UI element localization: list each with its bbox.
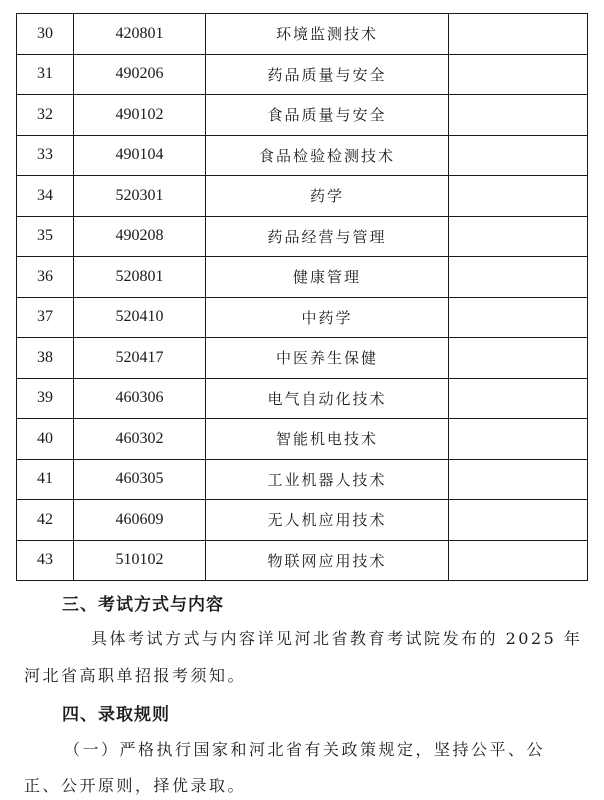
row-number-cell: 42 <box>17 500 74 541</box>
table-row <box>17 135 588 176</box>
major-code-cell: 490102 <box>74 95 206 136</box>
table-row <box>17 459 588 500</box>
remarks-cell <box>449 95 588 136</box>
section-3-heading: 三、考试方式与内容 <box>62 595 224 615</box>
table-row <box>17 500 588 541</box>
table-row <box>17 14 588 55</box>
table-row <box>17 176 588 217</box>
row-number-cell: 35 <box>17 216 74 257</box>
major-code-cell: 490208 <box>74 216 206 257</box>
section-4-paragraph-line-2: 正、公开原则，择优录取。 <box>24 776 247 795</box>
major-code-cell: 460609 <box>74 500 206 541</box>
section-3-paragraph-line-2: 河北省高职单招报考须知。 <box>24 666 247 685</box>
major-code-cell: 460305 <box>74 459 206 500</box>
table-row <box>17 540 588 581</box>
major-name-cell: 食品质量与安全 <box>206 95 449 136</box>
row-number-cell: 32 <box>17 95 74 136</box>
row-number-cell: 33 <box>17 135 74 176</box>
table-row <box>17 95 588 136</box>
remarks-cell <box>449 54 588 95</box>
major-name-cell: 健康管理 <box>206 257 449 298</box>
remarks-cell <box>449 459 588 500</box>
major-name-cell: 电气自动化技术 <box>206 378 449 419</box>
table-row <box>17 257 588 298</box>
major-code-cell: 520301 <box>74 176 206 217</box>
major-code-cell: 490206 <box>74 54 206 95</box>
majors-table-body <box>17 14 588 581</box>
table-row <box>17 54 588 95</box>
major-code-cell: 490104 <box>74 135 206 176</box>
major-name-cell: 食品检验检测技术 <box>206 135 449 176</box>
row-number-cell: 38 <box>17 338 74 379</box>
remarks-cell <box>449 378 588 419</box>
major-code-cell: 420801 <box>74 14 206 55</box>
remarks-cell <box>449 338 588 379</box>
table-row <box>17 378 588 419</box>
remarks-cell <box>449 257 588 298</box>
major-name-cell: 环境监测技术 <box>206 14 449 55</box>
row-number-cell: 31 <box>17 54 74 95</box>
major-name-cell: 智能机电技术 <box>206 419 449 460</box>
section-4-paragraph-line-1: （一）严格执行国家和河北省有关政策规定，坚持公平、公 <box>64 740 546 759</box>
row-number-cell: 41 <box>17 459 74 500</box>
table-row <box>17 216 588 257</box>
row-number-cell: 36 <box>17 257 74 298</box>
row-number-cell: 37 <box>17 297 74 338</box>
major-name-cell: 中药学 <box>206 297 449 338</box>
row-number-cell: 43 <box>17 540 74 581</box>
remarks-cell <box>449 176 588 217</box>
major-code-cell: 520417 <box>74 338 206 379</box>
row-number-cell: 34 <box>17 176 74 217</box>
remarks-cell <box>449 216 588 257</box>
row-number-cell: 30 <box>17 14 74 55</box>
major-name-cell: 物联网应用技术 <box>206 540 449 581</box>
major-code-cell: 520410 <box>74 297 206 338</box>
row-number-cell: 40 <box>17 419 74 460</box>
table-row <box>17 297 588 338</box>
major-name-cell: 中医养生保健 <box>206 338 449 379</box>
table-row <box>17 419 588 460</box>
major-name-cell: 药品经营与管理 <box>206 216 449 257</box>
major-code-cell: 520801 <box>74 257 206 298</box>
major-code-cell: 460306 <box>74 378 206 419</box>
major-name-cell: 无人机应用技术 <box>206 500 449 541</box>
section-3-paragraph-line-1: 具体考试方式与内容详见河北省教育考试院发布的 2025 年 <box>91 629 583 648</box>
majors-table <box>16 13 588 581</box>
major-name-cell: 药品质量与安全 <box>206 54 449 95</box>
remarks-cell <box>449 500 588 541</box>
table-row <box>17 338 588 379</box>
major-name-cell: 药学 <box>206 176 449 217</box>
major-name-cell: 工业机器人技术 <box>206 459 449 500</box>
section-4-heading: 四、录取规则 <box>62 705 170 725</box>
remarks-cell <box>449 419 588 460</box>
remarks-cell <box>449 297 588 338</box>
remarks-cell <box>449 540 588 581</box>
remarks-cell <box>449 135 588 176</box>
remarks-cell <box>449 14 588 55</box>
major-code-cell: 460302 <box>74 419 206 460</box>
major-code-cell: 510102 <box>74 540 206 581</box>
row-number-cell: 39 <box>17 378 74 419</box>
